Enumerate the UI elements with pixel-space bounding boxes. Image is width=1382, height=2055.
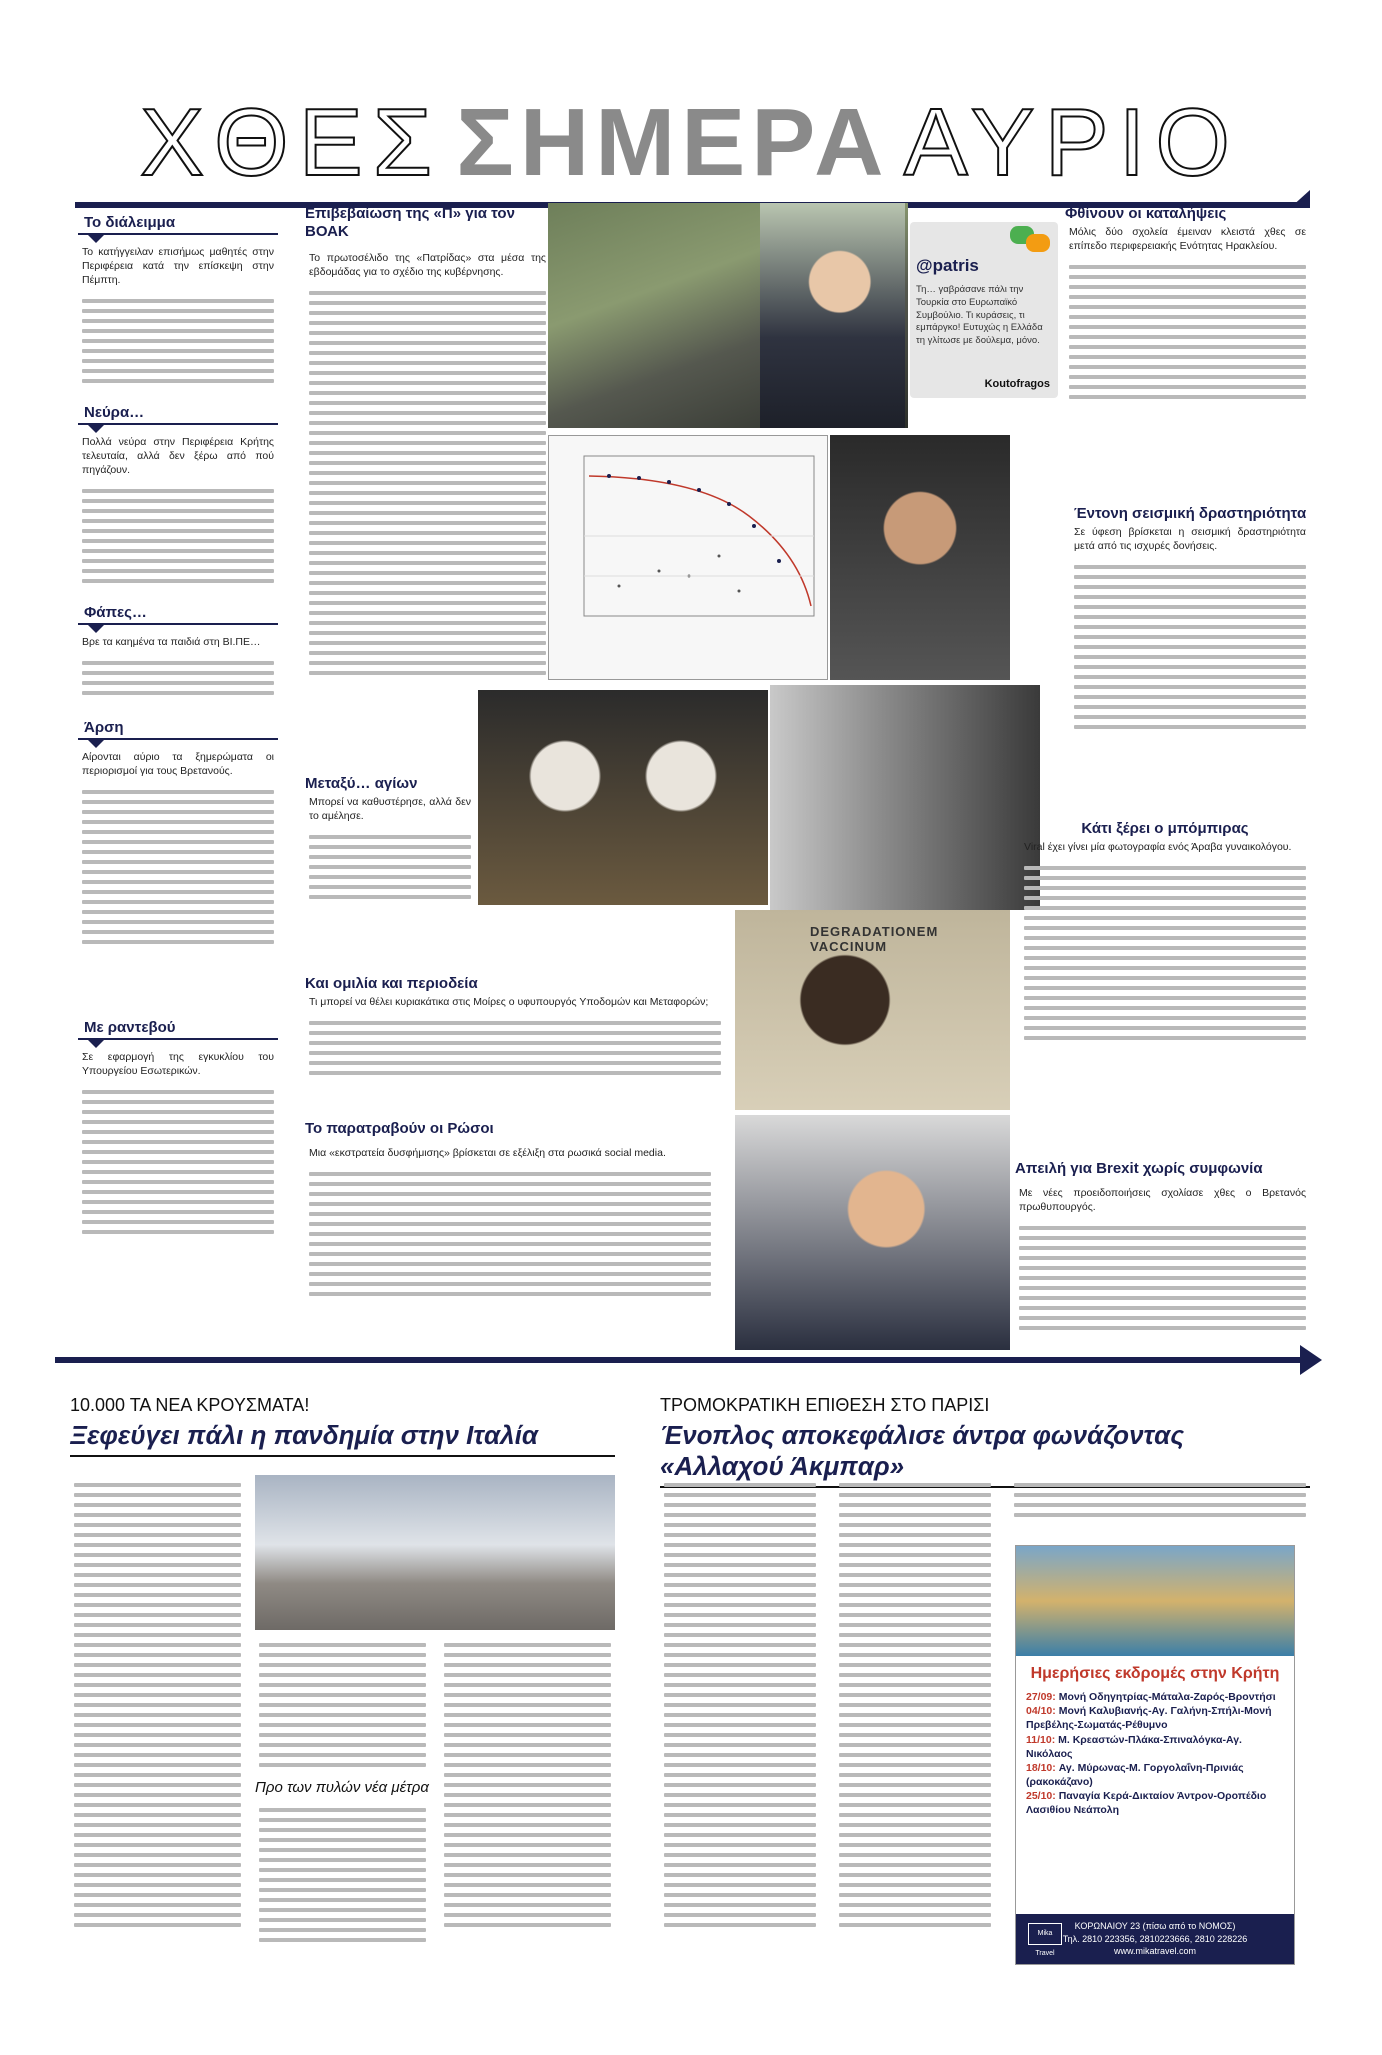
ad-trip-list: [1016, 1684, 1294, 1824]
section-title: Φάπες…: [78, 600, 278, 625]
article-title: Μεταξύ… αγίων: [305, 775, 418, 792]
left-column: [78, 210, 278, 1350]
text-placeholder: [78, 1082, 278, 1242]
text-placeholder: [255, 1635, 430, 1775]
prime-minister-photo: [735, 1115, 1010, 1350]
frame-bottom-arrow: [1300, 1345, 1322, 1375]
news-paris-top-right: [1010, 1475, 1310, 1530]
text-placeholder: [440, 1635, 615, 1935]
frame-bottom-rule: [55, 1357, 1310, 1363]
article-lead: Μπορεί να καθυστέρησε, αλλά δεν το αμέλησε.: [309, 796, 471, 822]
news-kicker: 10.000 ΤΑ ΝΕΑ ΚΡΟΥΣΜΑΤΑ!: [70, 1395, 310, 1415]
article-title: Και ομιλία και περιοδεία: [305, 975, 478, 992]
ad-trip-date: 18/10:: [1026, 1761, 1056, 1774]
section-break: [78, 210, 278, 400]
article-lead: Το πρωτοσέλιδο της «Πατρίδας» στα μέσα της εβδομάδας για το σχέδιο της κυβέρνησης.: [309, 252, 546, 278]
right-section-brexit: [1015, 1160, 1310, 1338]
article-lead: Μια «εκστρατεία δυσφήμισης» βρίσκεται σε εξέλιξη στα ρωσικά social media.: [309, 1147, 666, 1159]
article-title: Κάτι ξέρει ο μπόμπιρας: [1081, 820, 1249, 837]
news-italy-body: [70, 1475, 615, 2035]
text-placeholder: [78, 653, 278, 703]
article-voak: [305, 205, 550, 683]
section-nerves: [78, 400, 278, 600]
news-kicker: ΤΡΟΜΟΚΡΑΤΙΚΗ ΕΠΙΘΕΣΗ ΣΤΟ ΠΑΡΙΣΙ: [660, 1395, 990, 1415]
text-column: [440, 1635, 615, 1935]
text-placeholder: [305, 827, 475, 907]
section-slaps: [78, 600, 278, 715]
article-title: Απειλή για Brexit χωρίς συμφωνία: [1015, 1160, 1263, 1177]
ad-trip-route: Μ. Κρεαστών-Πλάκα-Σπιναλόγκα-Αγ. Νικόλαος: [1026, 1733, 1242, 1760]
text-column: [660, 1475, 820, 1935]
news-headline: Ένοπλος αποκεφάλισε άντρα φωνάζοντας «Αλλαχού Άκμπαρ»: [660, 1420, 1185, 1481]
article-title: Φθίνουν οι καταλήψεις: [1065, 205, 1227, 222]
patris-text: Τη… γαβράσανε πάλι την Τουρκία στο Ευρωπαϊκό Συμβούλιο. Τι κυράσεις, τι εμπάργκο! Ευτυχώς η Ελλάδα τη γλίτωσε με δούλεμα, μόνο.: [916, 284, 1043, 347]
text-placeholder: [78, 291, 278, 391]
section-lead: Το κατήγγειλαν επισήμως μαθητές στην Περιφέρεια κατά την επίσκεψη στην Πέμπτη.: [82, 246, 274, 286]
text-placeholder: [305, 1164, 715, 1304]
article-lead: Μόλις δύο σχολεία έμειναν κλειστά χθες σε επίπεδο περιφερειακής Ενότητας Ηρακλείου.: [1069, 226, 1306, 252]
article-lead: Με νέες προειδοποιήσεις σχολίασε χθες ο Βρετανός πρωθυπουργός.: [1019, 1187, 1306, 1213]
ad-trip-date: 04/10:: [1026, 1705, 1056, 1718]
text-placeholder: [78, 782, 278, 952]
ad-trip: [1026, 1690, 1284, 1704]
ad-trip: [1026, 1704, 1284, 1732]
ad-trip-route: Αγ. Μύρωνας-Μ. Γοργολαΐνη-Πρινιάς (ρακοκάζανο): [1026, 1761, 1244, 1789]
text-placeholder: [78, 481, 278, 591]
right-section-occupations: [1065, 205, 1310, 407]
text-column: [255, 1635, 430, 1950]
text-placeholder: [70, 1475, 245, 1935]
section-lead: Πολλά νεύρα στην Περιφέρεια Κρήτης τελευταία, αλλά δεν ξέρω από πού πηγάζουν.: [82, 436, 274, 476]
ad-website[interactable]: www.mikatravel.com: [1113, 1946, 1196, 1957]
text-placeholder: [1070, 557, 1310, 737]
text-column: [70, 1475, 245, 1935]
image-caption-text: DEGRADATIONEM VACCINUM: [810, 924, 939, 954]
article-title: Επιβεβαίωση της «Π» για τον ΒΟΑΚ: [305, 205, 515, 240]
text-placeholder: [255, 1800, 430, 1950]
right-section-baby: [1020, 820, 1310, 1048]
section-title: Το διάλειμμα: [78, 210, 278, 235]
article-lead: Τι μπορεί να θέλει κυριακάτικα στις Μοίρες ο υφυπουργός Υποδομών και Μεταφορών;: [309, 996, 709, 1008]
patris-handle: @patris: [916, 256, 979, 275]
ad-trip-date: 25/10:: [1026, 1790, 1056, 1803]
milan-square-photo: [255, 1475, 615, 1630]
article-periodeia: [305, 975, 725, 1083]
text-placeholder: [1015, 1218, 1310, 1338]
patris-quote-box: [910, 222, 1058, 398]
travel-ad: [1015, 1545, 1295, 1965]
section-arrow-icon: [88, 740, 104, 748]
ad-trip: [1026, 1789, 1284, 1817]
section-lifting: [78, 715, 278, 1015]
section-appointment: [78, 1015, 278, 1315]
vaccine-chimp-photo: [735, 910, 1010, 1110]
ad-title: Ημερήσιες εκδρομές στην Κρήτη: [1030, 1665, 1280, 1682]
article-agion: [305, 775, 475, 907]
ad-phones: Τηλ. 2810 223356, 2810223666, 2810 228226: [1062, 1933, 1248, 1944]
ad-trip-route: Μονή Καλυβιανής-Αγ. Γαλήνη-Σπήλι-Μονή Πρεβέλης-Σωματάς-Ρέθυμνο: [1026, 1705, 1272, 1732]
ad-trip-route: Παναγία Κερά-Δικταίον Άντρον-Οροπέδιο Λασιθίου Νεάπολη: [1026, 1790, 1267, 1817]
chart-graphic: [549, 436, 828, 680]
text-placeholder: [835, 1475, 995, 1935]
island-photo: [1016, 1546, 1294, 1656]
masthead: [140, 88, 1240, 196]
masthead-yesterday: ΧΘΕΣ: [140, 88, 443, 196]
minister-photo: [760, 203, 905, 428]
article-rosoi: [305, 1120, 715, 1304]
archbishops-photo: [478, 690, 768, 905]
section-arrow-icon: [88, 425, 104, 433]
newborn-doctor-photo: [770, 685, 1040, 910]
section-lead: Βρε τα καημένα τα παιδιά στη ΒΙ.ΠΕ…: [82, 636, 261, 648]
news-paris-body: [660, 1475, 1000, 2035]
news-headline: Ξεφεύγει πάλι η πανδημία στην Ιταλία: [70, 1420, 538, 1450]
section-arrow-icon: [88, 625, 104, 633]
section-title: Νεύρα…: [78, 400, 278, 425]
news-rule: [70, 1455, 615, 1457]
right-section-seismic: [1070, 505, 1310, 737]
text-placeholder: [660, 1475, 820, 1935]
text-column: [835, 1475, 995, 1935]
ad-address: ΚΟΡΩΝΑΙΟΥ 23 (πίσω από το ΝΟΜΟΣ): [1074, 1921, 1236, 1931]
section-title: Άρση: [78, 715, 278, 740]
ad-trip-route: Μονή Οδηγητρίας-Μάταλα-Ζαρός-Βροντήσι: [1058, 1691, 1276, 1703]
ad-trip: [1026, 1761, 1284, 1789]
section-lead: Σε εφαρμογή της εγκυκλίου του Υπουργείου Εσωτερικών.: [82, 1051, 274, 1077]
section-lead: Αίρονται αύριο τα ξημερώματα οι περιορισμοί για τους Βρετανούς.: [82, 751, 274, 777]
article-lead: Viral έχει γίνει μία φωτογραφία ενός Άραβα γυναικολόγου.: [1024, 841, 1292, 853]
chat-bubbles-icon: [1010, 226, 1050, 254]
magnitude-chart-image: [548, 435, 828, 680]
seismologist-photo: [830, 435, 1010, 680]
ad-trip-date: 27/09:: [1026, 1691, 1056, 1703]
travel-agency-logo: Mika Travel: [1028, 1923, 1062, 1945]
masthead-tomorrow: ΑΥΡΙΟ: [903, 88, 1240, 196]
masthead-today: ΣΗΜΕΡΑ: [456, 88, 890, 196]
article-title: Το παρατραβούν οι Ρώσοι: [305, 1120, 494, 1137]
section-arrow-icon: [88, 235, 104, 243]
text-placeholder: [1010, 1475, 1310, 1525]
ad-footer: [1016, 1914, 1294, 1964]
text-placeholder: [1065, 257, 1310, 407]
article-title: Έντονη σεισμική δραστηριότητα: [1073, 505, 1307, 522]
section-arrow-icon: [88, 1040, 104, 1048]
text-placeholder: [305, 1013, 725, 1083]
section-title: Με ραντεβού: [78, 1015, 278, 1040]
news-subhead: Προ των πυλών νέα μέτρα: [255, 1779, 429, 1796]
news-italy: [70, 1395, 615, 1457]
ad-trip: [1026, 1733, 1284, 1761]
ad-trip-date: 11/10:: [1026, 1733, 1056, 1746]
patris-signature: Koutofragos: [984, 378, 1050, 390]
article-lead: Σε ύφεση βρίσκεται η σεισμική δραστηριότητα μετά από τις ισχυρές δονήσεις.: [1074, 526, 1306, 552]
text-placeholder: [305, 283, 550, 683]
text-placeholder: [1020, 858, 1310, 1048]
